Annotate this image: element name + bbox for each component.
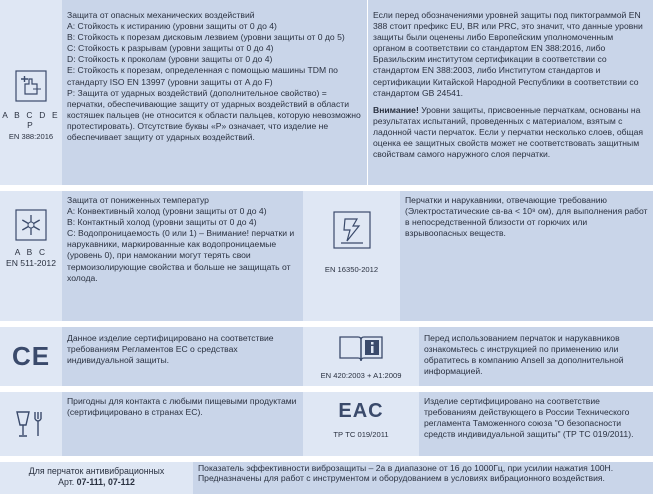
- hammer-glove-icon: [15, 70, 47, 102]
- food-text: Пригодны для контакта с любыми пищевыми продуктами (сертифицировано в странах ЕС).: [67, 396, 297, 418]
- article-numbers: 07-111, 07-112: [76, 477, 135, 487]
- en388-line: D: Стойкость к проколам (уровни защиты от 0 до 4): [67, 54, 273, 65]
- en511-letters: A B C: [14, 247, 48, 257]
- en420-standard: EN 420:2003 + A1:2009: [320, 371, 402, 380]
- article-prefix: Арт.: [58, 477, 77, 487]
- en388-line: A: Стойкость к истиранию (уровни защиты от 0 до 4): [67, 21, 277, 32]
- en511-line: B: Контактный холод (уровни защиты от 0 до 4): [67, 217, 257, 228]
- en511-line: Защита от пониженных температур: [67, 195, 209, 205]
- en388-line: P: Защита от ударных воздействий (дополнительное свойство) = перчатки, обеспечивающие защиту от ударных воздействий в области костяшек пальцев (не относится к области пальцев, которую невозможно протестировать). Отсутствие буквы «P» означает, что изделие не обеспечивает защиту от ударных воздействий.: [67, 87, 361, 143]
- en388-prefix-note: Если перед обозначениями уровней защиты под пиктограммой EN 388 стоит префикс EU, BR или PRC, это значит, что данные уровни защиты были оценены либо Европейским уполномоченным органом в соответствии со стандартом EN 388:2016, либо Бразильским институтом сертификации в соответствии со стандартом EN 388:2003, либо Институтом стандартов и сертификации Китайской Народной Республики в соответствии со стандартом GB 24541.: [373, 10, 643, 98]
- vibration-title: Для перчаток антивибрационных: [28, 466, 165, 476]
- en388-line: E: Стойкость к порезам, определенная с помощью машины TDM по стандарту ISO EN 13997 (уровни защиты от A до F): [67, 65, 338, 87]
- vibration-description: [193, 462, 653, 494]
- ce-icon-cell: [0, 327, 62, 386]
- en388-description: [62, 0, 367, 185]
- snowflake-icon: [15, 209, 47, 241]
- eac-text: Изделие сертифицировано на соответствие требованиям действующего в России Технического регламента Таможенного союза "О безопасности средств индивидуальной защиты" (ТР ТС 019/2011).: [424, 396, 634, 440]
- en388-letters: A B C D E P: [2, 110, 60, 130]
- en388-icon-cell: [0, 0, 62, 185]
- warning-label: Внимание!: [373, 104, 419, 115]
- electrostatic-icon: [333, 211, 371, 249]
- en420-description: [419, 327, 653, 386]
- en388-notes: [367, 0, 653, 185]
- en511-standard: EN 511-2012: [5, 258, 56, 268]
- vibration-article: [0, 477, 193, 488]
- en388-line: C: Стойкость к разрывам (уровни защиты от 0 до 4): [67, 43, 274, 54]
- en388-line: B: Стойкость к порезам дисковым лезвием (уровни защиты от 0 до 5): [67, 32, 345, 43]
- ce-description: [62, 327, 303, 386]
- en511-icon-cell: [0, 191, 62, 321]
- en16350-icon-cell: [303, 191, 400, 321]
- ce-mark: CE: [11, 341, 51, 371]
- warning-text: Уровни защиты, присвоенные перчаткам, основаны на результатах испытаний, проведенных с материалом, взятым с ладонной части перчаток. Если у перчатки несколько слоев, общая оценка ее защитных свойств может не соответствовать защитным свойствам самого наружного слоя перчатки.: [373, 104, 644, 160]
- ce-text: Данное изделие сертифицировано на соответствие требованиям Регламентов ЕС о средствах индивидуальной защиты.: [67, 333, 274, 366]
- eac-standard: ТР ТС 019/2011: [333, 430, 389, 439]
- en420-icon-cell: [303, 327, 419, 386]
- vibration-text: Показатель эффективности виброзащиты – 2а в диапазоне от 16 до 1000Гц, при усилии нажатия 100Н. Предназначены для работ с инструментом и оборудованием в условиях вибрационного воздействия.: [198, 463, 614, 484]
- en511-line: C: Водопроницаемость (0 или 1) – Внимание! перчатки и нарукавники, маркированные как водопроницаемые (уровень 0), при намокании могут терять свои термоизолирующие свойства и больше не защищать от холода.: [67, 228, 295, 283]
- info-book-icon: [338, 333, 384, 363]
- en511-description: [62, 191, 303, 321]
- en16350-text: Перчатки и нарукавники, отвечающие требованию (Электростатические св-ва < 10⁸ ом), для выполнения работ в непосредственной близости от горючих или взрывоопасных веществ.: [405, 195, 648, 239]
- en388-line: Защита от опасных механических воздействий: [67, 10, 255, 20]
- en16350-description: [400, 191, 653, 321]
- en420-text: Перед использованием перчаток и нарукавников ознакомьтесь с инструкцией по применению или обратитесь в компанию Ansell за дополнительной информацией.: [424, 333, 624, 377]
- vibration-label-cell: [0, 462, 193, 494]
- eac-icon-cell: [303, 392, 419, 456]
- food-icon-cell: [0, 392, 62, 456]
- eac-description: [419, 392, 653, 456]
- eac-mark: EAC: [338, 400, 384, 422]
- en511-line: A: Конвективный холод (уровни защиты от 0 до 4): [67, 206, 267, 217]
- glass-fork-icon: [14, 409, 48, 439]
- en16350-standard: EN 16350-2012: [324, 265, 379, 274]
- food-description: [62, 392, 303, 456]
- en388-standard: EN 388:2016: [8, 132, 54, 141]
- en388-warning: [373, 105, 648, 160]
